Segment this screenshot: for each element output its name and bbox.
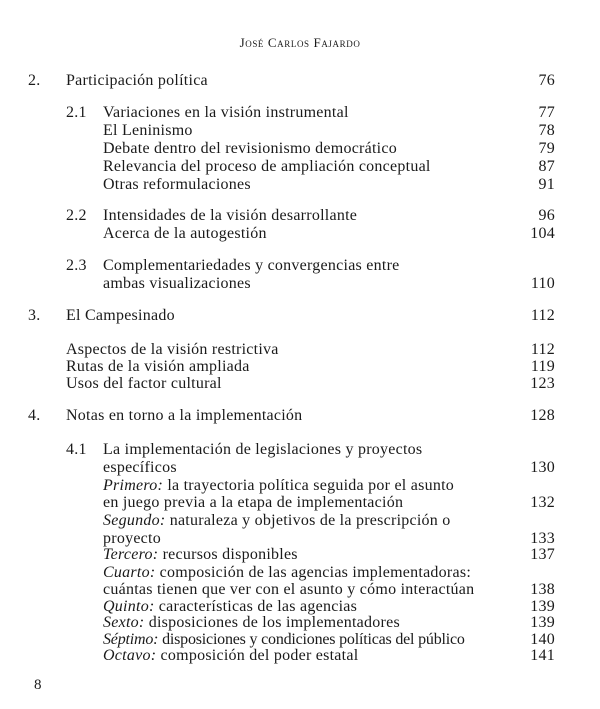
- toc-item: [0, 122, 600, 140]
- toc-item: [0, 140, 600, 158]
- section-title: Variaciones en la visión instrumental: [103, 104, 349, 121]
- factor-text: disposiciones de los implementadores: [148, 614, 400, 631]
- page-ref: 91: [538, 176, 555, 193]
- factor-text-cont: en juego previa a la etapa de implementación: [103, 494, 404, 511]
- page-ref: 119: [530, 358, 555, 375]
- toc-section-2-2: [0, 207, 600, 225]
- toc-chapter-2: [0, 72, 600, 90]
- page-ref: 141: [530, 647, 555, 664]
- toc-chapter-3: [0, 307, 600, 325]
- section-title-cont: ambas visualizaciones: [103, 275, 251, 292]
- section-title-cont: específicos: [103, 459, 177, 476]
- item-title: Debate dentro del revisionismo democrático: [103, 140, 397, 157]
- section-number: 2.1: [66, 104, 87, 121]
- page-ref: 139: [530, 614, 555, 631]
- factor-label: Séptimo:: [103, 631, 159, 648]
- page-ref: 139: [530, 598, 555, 615]
- factor-text-cont: cuántas tienen que ver con el asunto y cómo interactúan: [103, 581, 475, 598]
- section-title: Intensidades de la visión desarrollante: [103, 207, 358, 224]
- factor-label: Cuarto:: [103, 564, 156, 581]
- item-title: Acerca de la autogestión: [103, 225, 267, 242]
- page-ref: 140: [530, 631, 555, 648]
- chapter-number: 3.: [28, 307, 41, 324]
- page-ref: 78: [538, 122, 555, 139]
- toc-item: [0, 358, 600, 376]
- chapter-number: 2.: [28, 72, 41, 89]
- item-title: Otras reformulaciones: [103, 176, 251, 193]
- page-ref: 77: [538, 104, 555, 121]
- factor-label: Octavo:: [103, 647, 157, 664]
- section-number: 4.1: [66, 441, 87, 458]
- page-ref: 112: [530, 307, 555, 324]
- factor-text: composición del poder estatal: [160, 647, 359, 664]
- item-title: El Leninismo: [103, 122, 193, 139]
- page-ref: 123: [530, 375, 555, 392]
- factor-text: naturaleza y objetivos de la prescripción o: [169, 512, 451, 529]
- factor-text: recursos disponibles: [162, 546, 298, 563]
- factor-text: composición de las agencias implementadoras:: [159, 564, 472, 581]
- page-ref: 96: [538, 207, 555, 224]
- toc-factor-cont: [0, 581, 600, 599]
- chapter-title: El Campesinado: [66, 307, 175, 324]
- toc-factor: [0, 477, 600, 495]
- page-ref: 130: [530, 459, 555, 476]
- factor-label: Primero:: [103, 477, 164, 494]
- running-header: José Carlos Fajardo: [239, 35, 361, 50]
- toc-item: [0, 225, 600, 243]
- item-title: Usos del factor cultural: [66, 375, 222, 392]
- factor-label: Sexto:: [103, 614, 145, 631]
- toc-factor-cont: [0, 494, 600, 512]
- toc-factor: [0, 564, 600, 582]
- factor-label: Quinto:: [103, 598, 155, 615]
- factor-text: características de las agencias: [158, 598, 358, 615]
- page-ref: 133: [530, 530, 555, 547]
- toc-section-2-3-cont: [0, 275, 600, 293]
- toc-section-4-1-cont: [0, 459, 600, 477]
- page-ref: 76: [538, 72, 555, 89]
- toc-factor: [0, 512, 600, 530]
- page-number: 8: [34, 677, 42, 693]
- page-ref: 104: [530, 225, 555, 242]
- section-number: 2.2: [66, 207, 87, 224]
- toc-section-4-1: [0, 441, 600, 459]
- toc-item: [0, 176, 600, 194]
- toc-chapter-4: [0, 407, 600, 425]
- page-ref: 137: [530, 546, 555, 563]
- chapter-title: Notas en torno a la implementación: [66, 407, 303, 424]
- section-title: La implementación de legislaciones y proyectos: [103, 441, 423, 458]
- toc-section-2-3: [0, 257, 600, 275]
- factor-label: Tercero:: [103, 546, 159, 563]
- toc-factor: [0, 647, 600, 665]
- item-title: Relevancia del proceso de ampliación conceptual: [103, 158, 431, 175]
- toc-item: [0, 375, 600, 393]
- section-title: Complementariedades y convergencias entre: [103, 257, 400, 274]
- item-title: Aspectos de la visión restrictiva: [66, 341, 279, 358]
- page-ref: 87: [538, 158, 555, 175]
- page-ref: 110: [530, 275, 555, 292]
- chapter-title: Participación política: [66, 72, 208, 89]
- page-ref: 132: [530, 494, 555, 511]
- factor-text: la trayectoria política seguida por el asunto: [167, 477, 455, 494]
- item-title: Rutas de la visión ampliada: [66, 358, 250, 375]
- page-ref: 112: [530, 341, 555, 358]
- toc-factor: [0, 546, 600, 564]
- factor-label: Segundo:: [103, 512, 166, 529]
- toc-item: [0, 158, 600, 176]
- section-number: 2.3: [66, 257, 87, 274]
- chapter-number: 4.: [28, 407, 41, 424]
- factor-text: disposiciones y condiciones políticas del público: [162, 631, 465, 648]
- toc-section-2-1: [0, 104, 600, 122]
- page-ref: 79: [538, 140, 555, 157]
- factor-text-cont: proyecto: [103, 530, 161, 547]
- page-ref: 138: [530, 581, 555, 598]
- toc-item: [0, 341, 600, 359]
- page-ref: 128: [530, 407, 555, 424]
- toc-factor: [0, 614, 600, 632]
